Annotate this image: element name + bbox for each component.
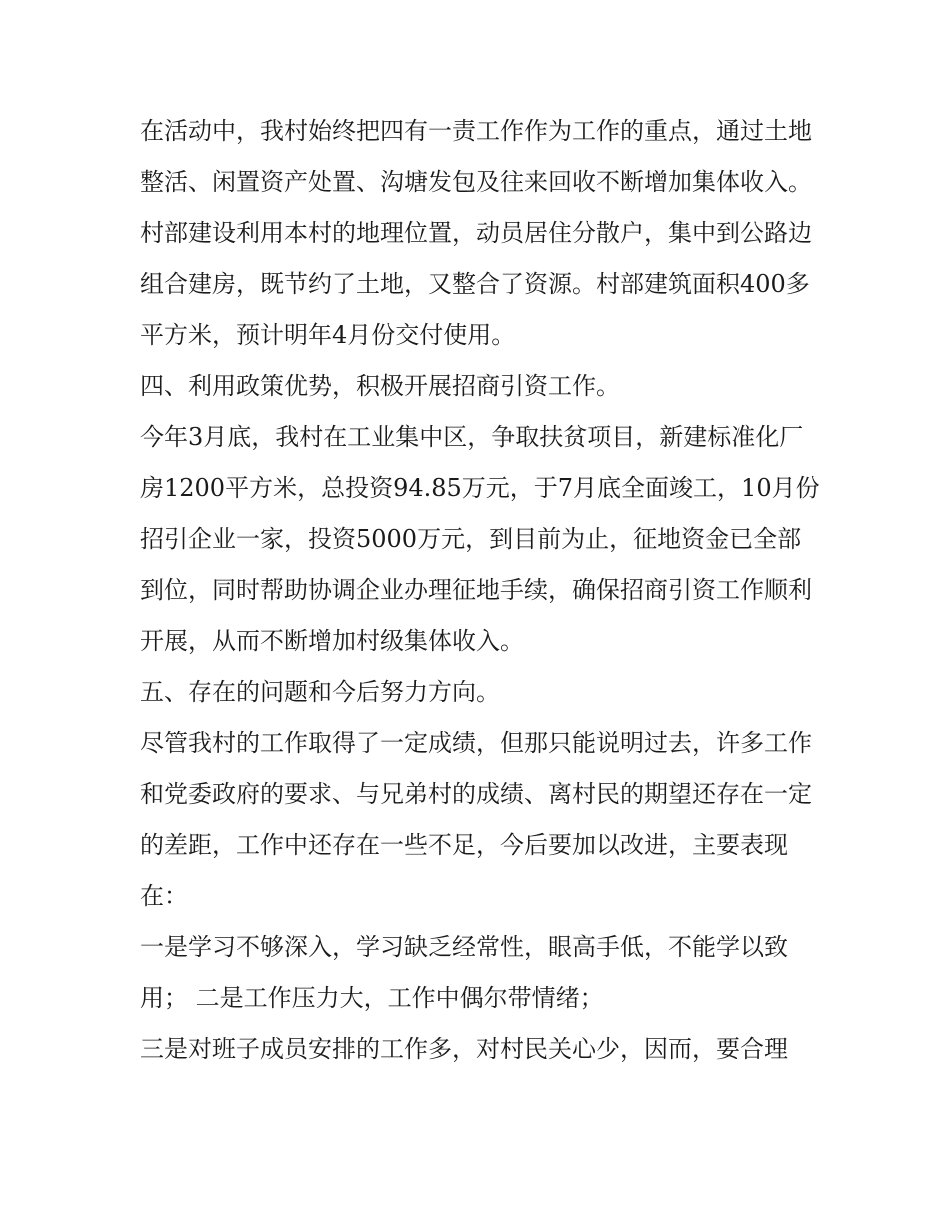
paragraph-shortcomings: 尽管我村的工作取得了一定成绩，但那只能说明过去，许多工作和党委政府的要求、与兄弟村的成绩、离村民的期望还存在一定的差距，工作中还存在一些不足，今后要加以改进，主要表现在： (140, 729, 812, 910)
paragraph-village-building: 村部建设利用本村的地理位置，动员居住分散户，集中到公路边组合建房，既节约了土地，又整合了资源。村部建筑面积400多平方米，预计明年4月份交付使用。 (140, 219, 812, 349)
document-body (140, 106, 820, 1075)
section-heading-investment: 四、利用政策优势，积极开展招商引资工作。 (140, 372, 620, 400)
paragraph-issue-three: 三是对班子成员安排的工作多，对村民关心少，因而，要合理 (140, 1035, 788, 1063)
paragraph-issue-one-two: 一是学习不够深入，学习缺乏经常性，眼高手低，不能学以致用； 二是工作压力大，工作中偶尔带情绪； (140, 933, 788, 1012)
section-heading-problems: 五、存在的问题和今后努力方向。 (140, 678, 500, 706)
paragraph-work-focus: 在活动中，我村始终把四有一责工作作为工作的重点，通过土地整活、闲置资产处置、沟塘发包及往来回收不断增加集体收入。 (140, 117, 812, 196)
paragraph-factory-project: 今年3月底，我村在工业集中区，争取扶贫项目，新建标准化厂房1200平方米，总投资94.85万元，于7月底全面竣工，10月份招引企业一家，投资5000万元，到目前为止，征地资金已全部到位，同时帮助协调企业办理征地手续，确保招商引资工作顺利开展，从而不断增加村级集体收入。 (140, 423, 820, 655)
